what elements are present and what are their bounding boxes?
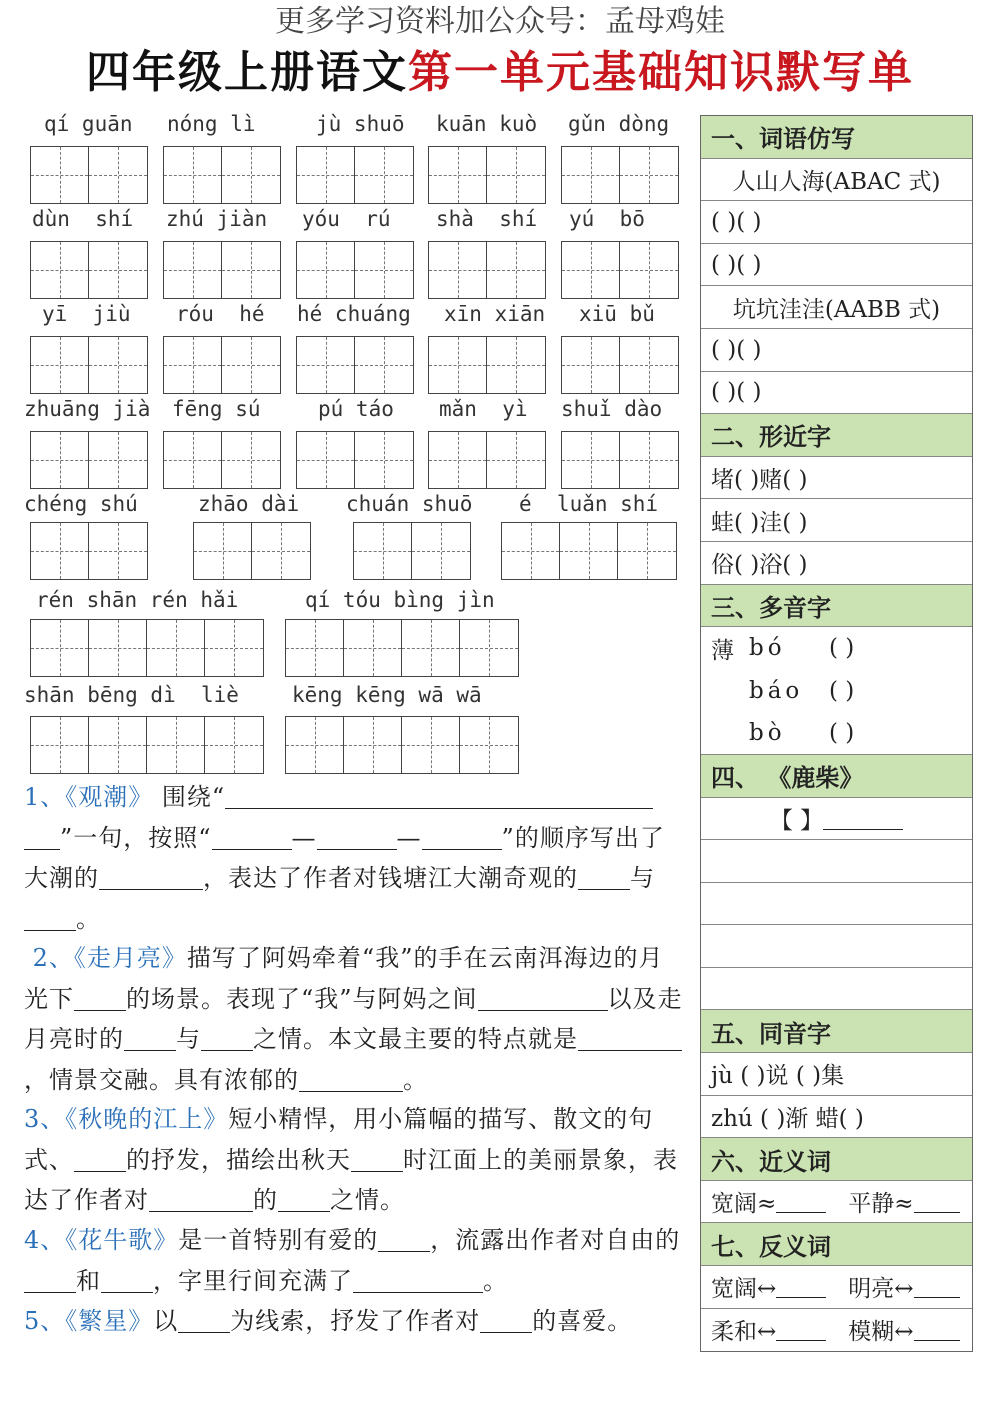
answer-row[interactable]: 俗( )浴( ) (701, 542, 972, 585)
passage-text: 。 (403, 1065, 428, 1094)
writing-grid[interactable] (30, 241, 148, 299)
passage-text: 与 (176, 1025, 201, 1053)
answer-row[interactable]: ( )( ) (701, 372, 972, 415)
pinyin-label: zhú jiàn (166, 207, 268, 231)
passage-5 (24, 1301, 684, 1342)
answer-blank[interactable] (480, 1308, 532, 1333)
pinyin-label: yóu rú (302, 207, 391, 231)
answer-blank[interactable] (124, 1026, 176, 1051)
example-word: 人山人海(ABAC 式) (701, 159, 972, 202)
writing-grid[interactable] (30, 619, 264, 677)
pinyin-reading: báo (749, 678, 804, 705)
subtitle: 更多学习资料加公众号：孟母鸡娃 (275, 4, 725, 39)
pinyin-label: qí guān (44, 112, 133, 136)
answer-row[interactable] (701, 798, 972, 841)
writing-grid[interactable] (296, 241, 414, 299)
pinyin-label: hé chuáng (297, 302, 411, 326)
passage-text: ，字里行间充满了 (153, 1266, 353, 1295)
poem-line[interactable] (701, 925, 972, 968)
writing-grid[interactable] (296, 431, 414, 489)
writing-grid[interactable] (296, 146, 414, 204)
writing-grid[interactable] (561, 146, 679, 204)
answer-blank[interactable] (353, 1268, 483, 1293)
writing-grid[interactable] (163, 431, 281, 489)
pinyin-label: shà shí (436, 207, 538, 231)
passage-title: 《花牛歌》 (65, 1226, 179, 1254)
answer-row[interactable]: jù ( )说 ( )集 (701, 1053, 972, 1096)
answer-blank[interactable] (914, 1318, 960, 1341)
answer-row[interactable]: ( )( ) (701, 329, 972, 372)
passage-number: 2、 (32, 944, 74, 972)
pinyin-label: róu hé (176, 302, 265, 326)
answer-row[interactable] (701, 1309, 972, 1352)
answer-blank[interactable] (578, 865, 630, 890)
writing-grid[interactable] (561, 336, 679, 394)
passage-text: 时江面上的美丽景象，表达了作者对 (24, 1145, 678, 1214)
answer-blank[interactable] (776, 1318, 826, 1341)
answer-blank[interactable] (776, 1275, 826, 1298)
passage-text: — (291, 823, 317, 852)
word-prompt: 明亮↔ (848, 1276, 914, 1303)
answer-blank[interactable] (24, 1268, 76, 1293)
answer-blank[interactable] (914, 1275, 960, 1298)
answer-blank[interactable] (24, 825, 60, 850)
passage-title: 《秋晚的江上》 (65, 1105, 229, 1133)
pinyin-label: qí tóu bìng jìn (305, 588, 495, 612)
passage-text: 与 (630, 864, 655, 892)
passage-text: ，情景交融。具有浓郁的 (24, 1065, 299, 1094)
writing-grid[interactable] (561, 431, 679, 489)
answer-row[interactable] (701, 670, 972, 713)
writing-grid[interactable] (296, 336, 414, 394)
passage-text: 的 (253, 1186, 278, 1214)
passage-text: ”的顺序写出了大潮的 (24, 823, 665, 892)
answer-row[interactable] (701, 712, 972, 755)
answer-blank[interactable] (578, 1026, 682, 1051)
passage-text: ，表达了作者对钱塘江大潮奇观的 (203, 864, 578, 892)
answer-row[interactable]: 蛙( )洼( ) (701, 499, 972, 542)
review-panel (700, 115, 973, 1352)
pinyin-label: yī jiù (42, 302, 131, 326)
pinyin-label: pú táo (318, 397, 394, 421)
pinyin-label: chuán shuō (346, 492, 473, 516)
paren-blank[interactable]: ( ) (829, 678, 855, 705)
passage-title: 《走月亮》 (73, 944, 187, 972)
pinyin-label: chéng shú (24, 492, 138, 516)
answer-row[interactable] (701, 627, 972, 670)
example-word: 坑坑洼洼(AABB 式) (701, 286, 972, 329)
passage-3 (24, 1099, 684, 1221)
writing-grid[interactable] (30, 716, 264, 774)
answer-blank[interactable] (149, 1187, 253, 1212)
passage-text: 和 (76, 1266, 101, 1295)
answer-blank[interactable] (582, 986, 608, 1011)
pinyin-label: shuǐ dào (561, 397, 663, 421)
word-prompt: 宽阔↔ (711, 1276, 777, 1303)
passage-2 (24, 938, 684, 1100)
passage-text: 以 (153, 1307, 179, 1335)
pinyin-label: shān bēng dì liè (24, 683, 239, 707)
title-part2: 第一单元基础知识默写单 (408, 47, 914, 98)
answer-blank[interactable] (101, 1268, 153, 1293)
passage-number: 4、 (24, 1226, 66, 1254)
passage-text: 短小精悍，用小篇幅的描写、散文的句式、 (24, 1105, 654, 1174)
answer-blank[interactable] (478, 986, 582, 1011)
passage-text: 为线索，抒发了作者对 (230, 1307, 481, 1335)
passage-text: 的抒发，描绘出秋天 (126, 1145, 351, 1174)
passage-text: ”一句，按照“ (60, 823, 212, 852)
section-heading: 四、 《鹿柴》 (701, 755, 972, 798)
word-prompt: 模糊↔ (848, 1319, 914, 1346)
passage-text: 的场景。表现了“我”与阿妈之间 (126, 984, 478, 1013)
page-title (0, 42, 1000, 104)
passage-text: — (396, 823, 422, 852)
answer-blank[interactable] (317, 825, 397, 850)
answer-row[interactable]: ( )( ) (701, 201, 972, 244)
passage-number: 5、 (24, 1307, 66, 1335)
answer-blank[interactable] (201, 1026, 253, 1051)
answer-blank[interactable] (74, 1147, 126, 1172)
answer-blank[interactable] (351, 1147, 403, 1172)
paren-blank[interactable]: ( ) (829, 720, 855, 747)
answer-blank[interactable] (278, 1187, 330, 1212)
passage-text: 描写了阿妈牵着“我”的手在云南洱海边的月光下 (24, 944, 664, 1013)
answer-blank[interactable] (422, 825, 502, 850)
writing-grid[interactable] (163, 146, 281, 204)
pinyin-label: kēng kēng wā wā (292, 683, 482, 707)
answer-blank[interactable] (225, 784, 653, 809)
pinyin-label: mǎn yì (439, 397, 528, 421)
pinyin-label: fēng sú (172, 397, 261, 421)
writing-grid[interactable] (561, 241, 679, 299)
answer-blank[interactable] (178, 1308, 230, 1333)
writing-grid[interactable] (353, 522, 471, 580)
answer-blank[interactable] (99, 865, 203, 890)
answer-row[interactable]: 堵( )赌( ) (701, 457, 972, 500)
answer-blank[interactable] (299, 1067, 403, 1092)
passage-number: 3、 (24, 1105, 66, 1133)
answer-blank[interactable] (378, 1227, 430, 1252)
passage-text: 围绕“ (161, 783, 226, 811)
section-heading: 六、近义词 (701, 1138, 972, 1181)
answer-blank[interactable] (914, 1190, 960, 1213)
pinyin-reading: bó (749, 635, 786, 662)
paren-blank[interactable]: ( ) (829, 635, 855, 662)
passage-1 (24, 777, 684, 939)
writing-grid[interactable] (193, 522, 311, 580)
answer-blank[interactable] (24, 906, 76, 931)
answer-blank[interactable] (212, 825, 292, 850)
writing-grid[interactable] (30, 146, 148, 204)
passage-title: 《繁星》 (65, 1307, 154, 1335)
writing-grid[interactable] (30, 522, 148, 580)
poem-line[interactable] (701, 840, 972, 883)
passage-text: 之情。本文最主要的特点就是 (253, 1025, 578, 1053)
pinyin-label: é luǎn shí (519, 492, 659, 516)
answer-row[interactable]: ( )( ) (701, 244, 972, 287)
writing-grid[interactable] (501, 522, 677, 580)
pinyin-label: xīn xiān (444, 302, 546, 326)
passage-number: 1、 (24, 783, 66, 811)
answer-row[interactable] (701, 1181, 972, 1224)
pinyin-label: dùn shí (32, 207, 134, 231)
section-heading: 七、反义词 (701, 1223, 972, 1266)
pinyin-label: rén shān rén hǎi (36, 588, 239, 612)
writing-grid[interactable] (285, 716, 519, 774)
writing-grid[interactable] (285, 619, 519, 677)
poem-line[interactable] (701, 883, 972, 926)
passage-text: 的喜爱。 (532, 1307, 633, 1335)
passage-4 (24, 1220, 684, 1301)
word-prompt: 柔和↔ (711, 1319, 777, 1346)
section-heading: 二、形近字 (701, 414, 972, 457)
writing-grid[interactable] (428, 336, 546, 394)
passage-text: 。 (76, 904, 101, 933)
pinyin-reading: bò (749, 720, 786, 747)
answer-blank[interactable] (74, 986, 126, 1011)
pinyin-label: yú bō (569, 207, 645, 231)
passage-text: 之情。 (330, 1186, 405, 1214)
pinyin-label: gǔn dòng (568, 112, 670, 136)
answer-blank[interactable] (776, 1190, 826, 1213)
pinyin-label: zhāo dài (198, 492, 300, 516)
title-part1: 四年级上册语文 (86, 47, 408, 98)
section-heading: 三、多音字 (701, 585, 972, 628)
passage-text: ，流露出作者对自由的 (430, 1226, 681, 1254)
writing-grid[interactable] (428, 146, 546, 204)
section-heading: 五、同音字 (701, 1010, 972, 1053)
poem-line[interactable] (701, 968, 972, 1011)
writing-grid[interactable] (30, 336, 148, 394)
pinyin-label: jù shuō (316, 112, 405, 136)
pinyin-label: nóng lì (167, 112, 256, 136)
pinyin-label: zhuāng jià (24, 397, 151, 421)
word-prompt: 宽阔≈ (711, 1191, 777, 1218)
passage-text: 。 (483, 1266, 508, 1295)
section-heading: 一、词语仿写 (701, 116, 972, 159)
answer-row[interactable]: zhú ( )渐 蜡( ) (701, 1096, 972, 1139)
writing-grid[interactable] (163, 336, 281, 394)
passage-title: 《观潮》 (65, 783, 154, 811)
writing-grid[interactable] (428, 431, 546, 489)
passage-text: 是一首特别有爱的 (178, 1226, 379, 1254)
polyphone-char: 薄 (711, 637, 734, 664)
answer-blank[interactable] (823, 807, 903, 830)
answer-row[interactable] (701, 1266, 972, 1309)
passage-text: 以及走月亮时的 (24, 984, 683, 1053)
pinyin-label: xiū bǔ (579, 302, 655, 326)
pinyin-label: kuān kuò (436, 112, 538, 136)
writing-grid[interactable] (30, 431, 148, 489)
word-prompt: 平静≈ (848, 1191, 914, 1218)
writing-grid[interactable] (163, 241, 281, 299)
writing-grid[interactable] (428, 241, 546, 299)
author-bracket: 【 】 (769, 807, 824, 834)
